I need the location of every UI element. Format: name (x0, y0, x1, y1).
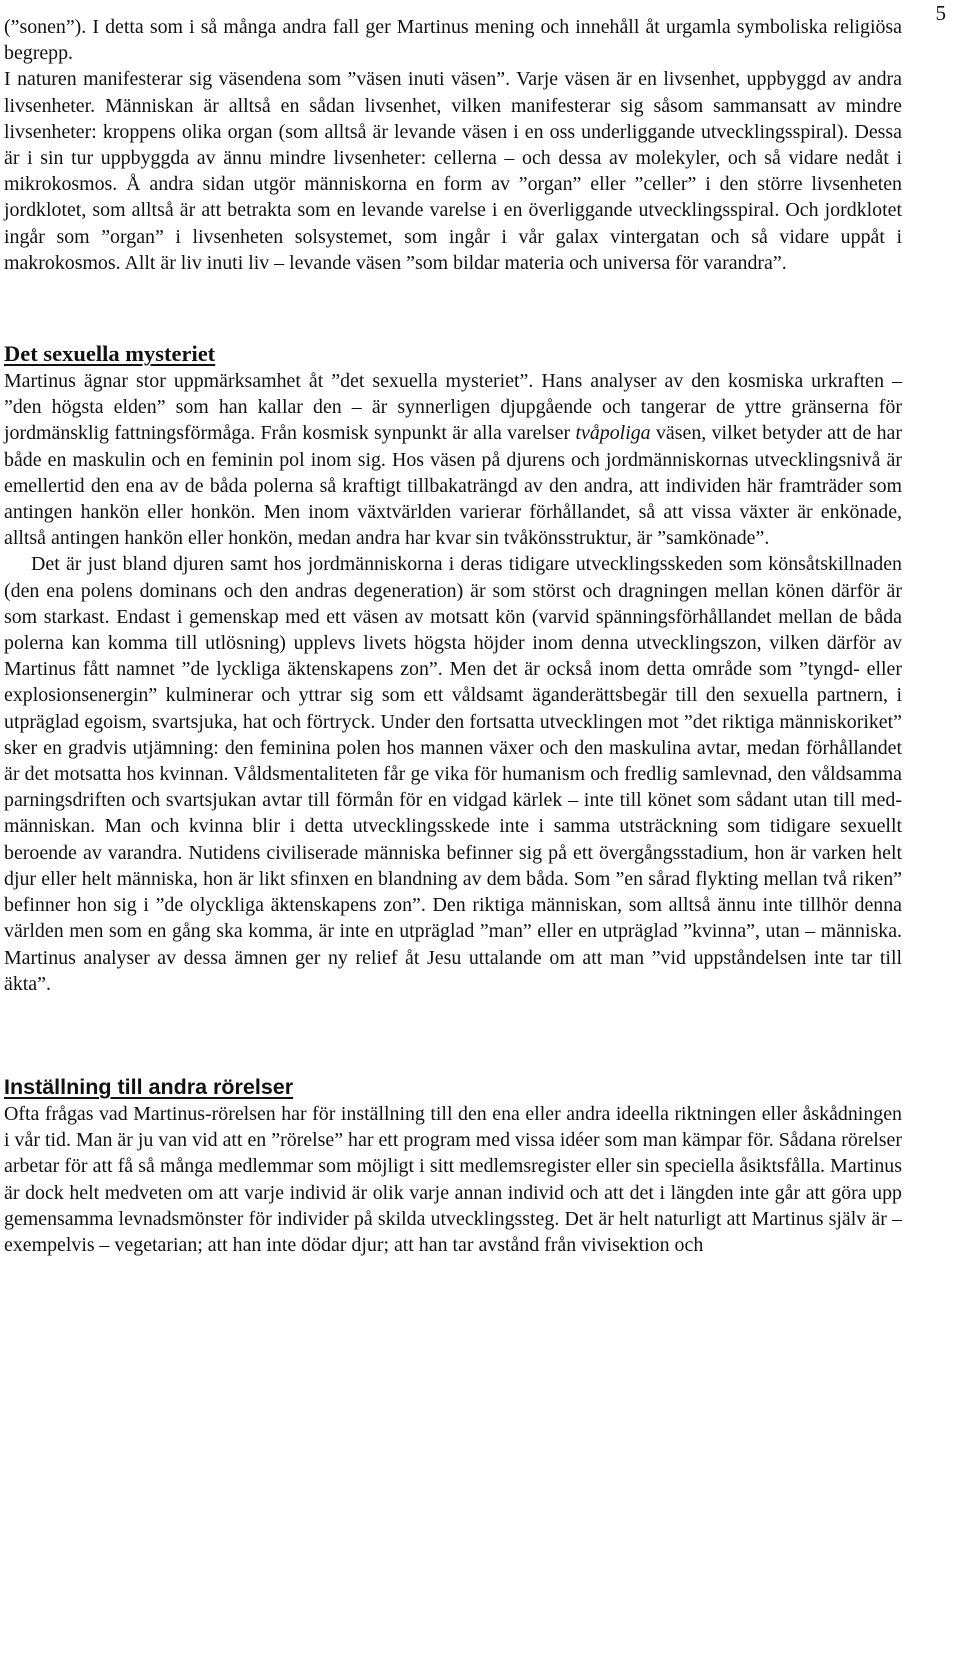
page-content (4, 14, 902, 1258)
paragraph-installning-1: Ofta frågas vad Martinus-rörelsen har för inställning till den ena eller andra ideella riktningen eller åskådningen i vår tid. Man är ju van vid att en ”rörelse” har ett program med vissa idéer som man kämpar för. Sådana rörelser arbetar för att få så många medlemmar som möjligt i sitt medlemsregister eller sin speciella åsiktsfålla. Martinus är dock helt medveten om att varje individ är olik varje annan individ och att det i längden inte går att göra upp gemensamma levnadsmönster för individer på skilda utvecklingssteg. Det är helt naturligt att Martinus själv är – exempelvis – vegetarian; att han inte dödar djur; att han tar avstånd från vivisektion och (4, 1102, 902, 1256)
paragraph-sexuella-2: Det är just bland djuren samt hos jordmänniskorna i deras tidigare utvecklingsskeden som könsåtskillnaden (den ena polens dominans och den andras degeneration) är som störst och dragningen mellan könen därför är som starkast. Endast i gemenskap med ett väsen av motsatt kön (varvid spänningsförhållandet mellan de båda polerna kan komma till utlösning) upplevs livets högsta höjder inom denna utvecklingszon, vilken därför av Martinus fått namnet ”de lyckliga äktenskapens zon”. Men det är också inom detta område som ”tyngd- eller explosionsenergin” kulminerar och yttrar sig som ett våldsamt äganderättsbegär till den sexuella partnern, i utpräglad egoism, svartsjuka, hat och förtryck. Under den fortsatta utvecklingen mot ”det riktiga människoriket” sker en gradvis utjämning: den feminina polen hos mannen växer och den maskulina avtar, medan förhållandet är det motsatta hos kvinnan. Våldsmentaliteten får ge vika för humanism och fredlig samlevnad, den våldsamma parningsdriften och svartsjukan avtar till förmån för en vidgad kärlek – inte till könet som sådant utan till medmänniskan. Man och kvinna blir i detta utvecklingsskede inte i samma utsträckning som tidigare sexuellt beroende av varandra. Nutidens civiliserade människa befinner sig på ett övergångsstadium, hon är varken helt djur eller helt människa, hon är likt sfinxen en blandning av dem båda. Som ”en sårad flykting mellan två riken” befinner hon sig i ”de olyckliga äktenskapens zon”. Den riktiga människan, som alltså ännu inte tillhör denna världen men som en gång ska komma, är inte en utpräglad ”man” eller en utpräglad ”kvinna”, utan – människa. Martinus analyser av dessa ämnen ger ny relief åt Jesu uttalande om att man ”vid uppståndelsen inte tar till äkta”. (4, 553, 902, 995)
paragraph-sexuella-1-part-a: Martinus ägnar stor uppmärksamhet åt ”det sexuella mysteriet”. Hans analyser av den kosmiska urkraften – ”den högsta elden” som han kallar den – är synnerligen djupgående och tangerar de yttre gränserna för jordmänsklig fattningsförmåga. Från kosmisk synpunkt är alla varelser (4, 370, 902, 445)
paragraph-sexuella-1 (4, 368, 902, 551)
section-spacer (4, 276, 902, 340)
page-number: 5 (935, 1, 946, 25)
heading-sexuella-mysteriet: Det sexuella mysteriet (4, 341, 216, 367)
paragraph-sonen: (”sonen”). I detta som i så många andra fall ger Martinus mening och innehåll åt urgamla symboliska religiösa begrepp. (4, 16, 902, 65)
heading-installning: Inställning till andra rörelser (4, 1074, 294, 1099)
paragraph-livsenheter: I naturen manifesterar sig väsendena som ”väsen inuti väsen”. Varje väsen är en livsenhet, uppbyggd av andra livsenheter. Människan är alltså en sådan livsenhet, vilken manifesterar sig såsom sammansatt av mindre livsenheter: kroppens olika organ (som alltså är levande väsen i en oss underliggande utvecklingsspiral). Dessa är i sin tur uppbyggda av ännu mindre livsenheter: cellerna – och dessa av molekyler, och så vidare nedåt i mikrokosmos. Å andra sidan utgör människorna en form av ”organ” eller ”celler” i den större livsenheten jordklotet, som alltså är att betrakta som en levande varelse i en överliggande utvecklingsspiral. Och jordklotet ingår som ”organ” i livsenheten solsystemet, som ingår i vår galax vintergatan och så vidare uppåt i makrokosmos. Allt är liv inuti liv – levande väsen ”som bildar materia och universa för varandra”. (4, 68, 902, 274)
section-spacer (4, 997, 902, 1073)
paragraph-sexuella-1-part-b: väsen, vilket betyder att de har både en maskulin och en feminin pol inom sig. Hos väsen på djurens och jordmänniskornas utvecklingsnivå är emellertid den ena av de båda polerna så kraftigt tillbakaträngd av den andra, att individen här framträder som antingen hankön eller honkön. Men inom växtvärlden varierar förhållandet, så att vissa växter är enkönade, alltså antingen hankön eller honkön, medan andra har kvar sin tvåkönsstruktur, är ”samkönade”. (4, 422, 903, 550)
italic-tvapoliga: tvåpoliga (575, 422, 651, 445)
